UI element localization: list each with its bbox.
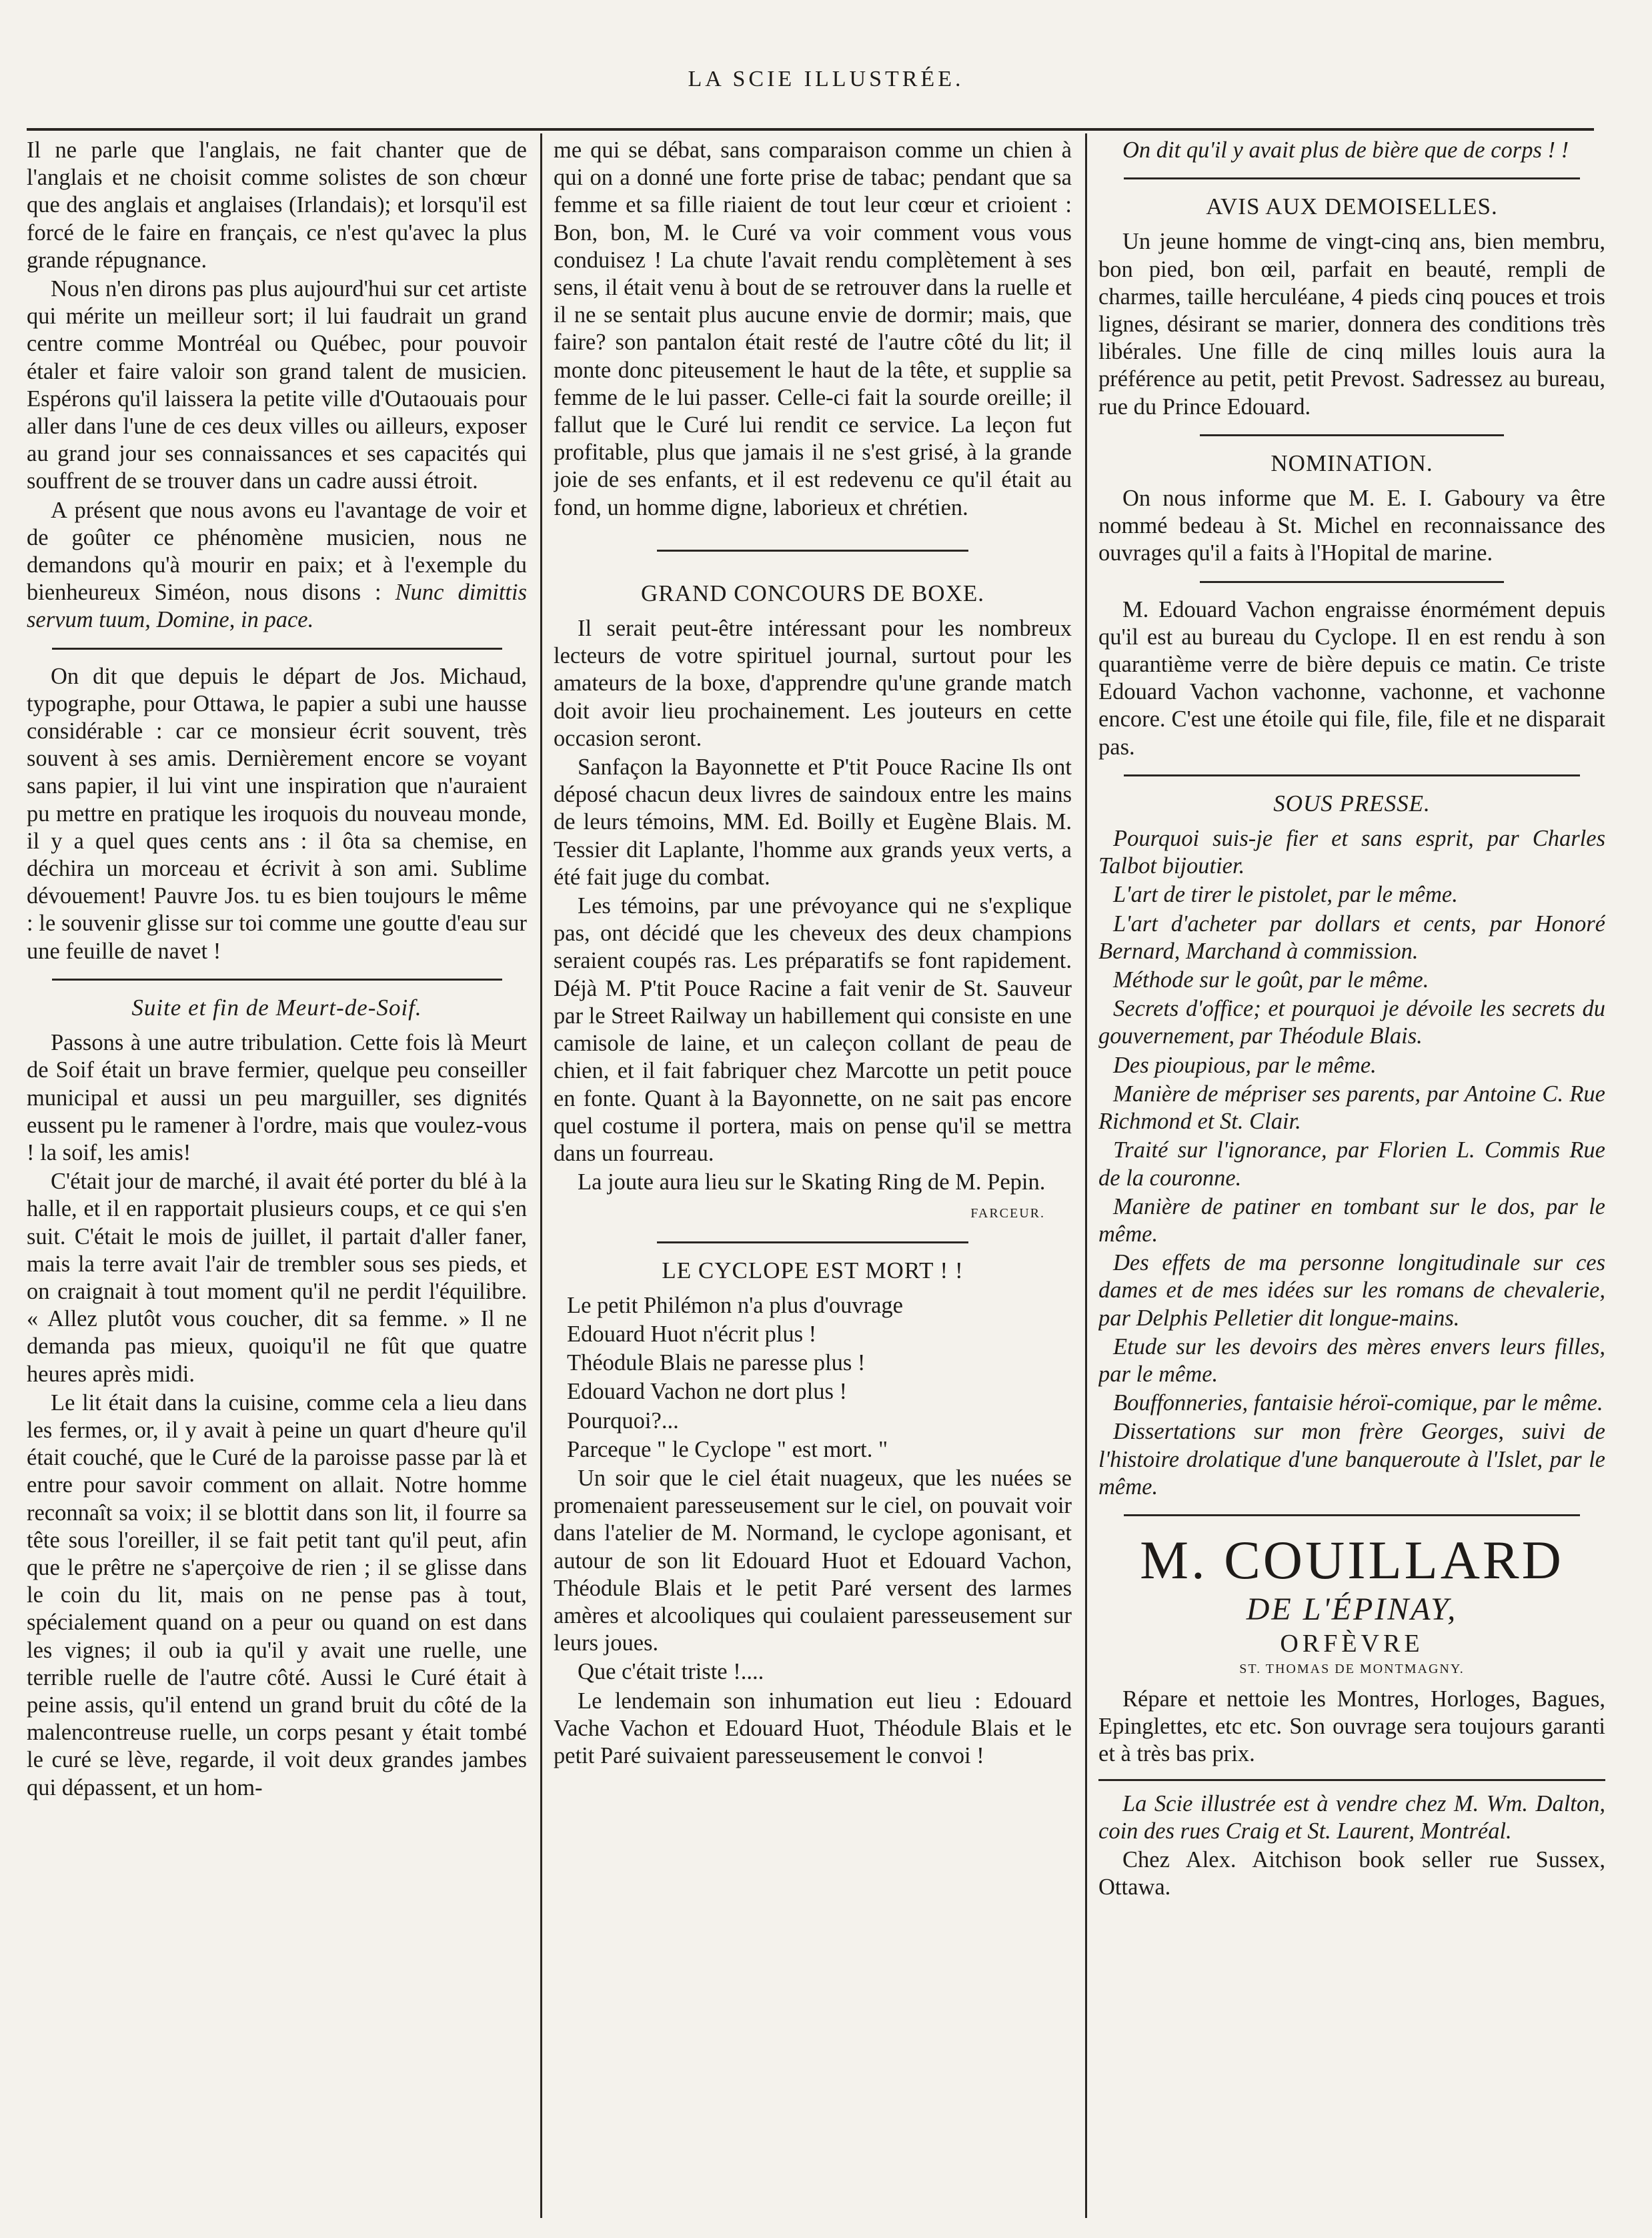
press-item: Des pioupious, par le même. bbox=[1113, 1052, 1377, 1078]
press-item: L'art d'acheter par dollars et cents, par Honoré Bernard, Marchand à commission. bbox=[1098, 911, 1605, 964]
paragraph: Il serait peut-être intéressant pour les nombreux lecteurs de votre spirituel journal, surtout pour les amateurs de la boxe, d'apprendre qu'une grande match doit avoir lieu prochainement. Les jouteurs en cette occasion seront. bbox=[554, 616, 1072, 751]
verse-line: Edouard Vachon ne dort plus ! bbox=[567, 1379, 847, 1405]
paragraph: Le lendemain son inhumation eut lieu : Edouard Vache Vachon et Edouard Huot, Théodule Blais et le petit Paré suivaient paresseusement le convoi ! bbox=[554, 1688, 1072, 1768]
press-item: Traité sur l'ignorance, par Florien L. Commis Rue de la couronne. bbox=[1098, 1137, 1605, 1191]
ad-subtitle: DE L'ÉPINAY, bbox=[1246, 1591, 1458, 1627]
press-item: Dissertations sur mon frère Georges, suivi de l'histoire drolatique d'une banqueroute à l'Islet, par le même. bbox=[1098, 1419, 1605, 1500]
section-heading: GRAND CONCOURS DE BOXE. bbox=[641, 580, 984, 606]
paragraph: Les témoins, par une prévoyance qui ne s'explique pas, ont décidé que les cheveux des deux champions seraient coupés ras. Les préparatifs se font rapidement. Déjà M. P'tit Pouce Racine a fait venir de St. Sauveur par le Street Railway un habillement qui consiste en une camisole de laine, et un caleçon collant de peau de chien, et il fait fabriquer chez Marcotte un petit pouce en fonte. Quant à la Bayonnette, on ne sait pas encore quel costume il portera, mais on pense qu'il se mettra dans un fourreau. bbox=[554, 893, 1072, 1166]
press-list bbox=[1098, 825, 1605, 1501]
paragraph: On dit que depuis le départ de Jos. Michaud, typographe, pour Ottawa, le papier a subi une hausse considérable : car ce monsieur écrit souvent, très souvent à ses amis. Dernièrement encore se voyant sans papier, il lui vint une inspiration que n'auraient pu mettre en pratique les iroquois du nouveau monde, il y a quel ques cents ans : il ôta sa chemise, en déchira un morceau et écrivit à son ami. Sublime dévouement! Pauvre Jos. tu es bien toujours le même : le souvenir glisse sur toi comme une goutte d'eau sur une feuille de navet ! bbox=[27, 663, 527, 964]
section-divider bbox=[52, 648, 502, 650]
section-heading: AVIS AUX DEMOISELLES. bbox=[1206, 193, 1498, 220]
paragraph: On nous informe que M. E. I. Gaboury va être nommé bedeau à St. Michel en reconnaissance des ouvrages qu'il a faits à l'Hopital de marine. bbox=[1098, 486, 1605, 566]
column-1 bbox=[27, 137, 527, 2211]
verse-line: Théodule Blais ne paresse plus ! bbox=[567, 1350, 866, 1376]
press-item: Méthode sur le goût, par le même. bbox=[1113, 967, 1429, 993]
section-divider bbox=[52, 979, 502, 981]
section-heading: Suite et fin de Meurt-de-Soif. bbox=[131, 994, 422, 1021]
ad-place: ST. THOMAS DE MONTMAGNY. bbox=[1239, 1661, 1465, 1676]
section-divider bbox=[1200, 581, 1504, 583]
press-item: Secrets d'office; et pourquoi je dévoile les secrets du gouvernement, par Théodule Blais. bbox=[1098, 996, 1605, 1049]
press-item: Manière de patiner en tombant sur le dos, par le même. bbox=[1098, 1193, 1605, 1247]
verse-line: Le petit Philémon n'a plus d'ouvrage bbox=[567, 1292, 903, 1318]
paragraph: me qui se débat, sans comparaison comme un chien à qui on a donné une forte prise de tabac; pendant que sa femme et sa fille riaient de tout leur cœur et crioient : Bon, bon, M. le Curé va voir comment vous vous conduisez ! La chute l'avait rendu complètement à ses sens, il était venu à bout de se retrouver dans la ruelle et il ne se sentait plus aucune envie de dormir; mais, que faire? son pantalon était resté de l'autre côté du lit; il monte donc piteusement le haut de la tête, et supplie sa femme de le lui passer. Celle-ci fait la sourde oreille; il fallut que le Curé lui rendit ce service. La leçon fut profitable, plus que jamais il ne s'est grisé, à la grande joie de ses enfants, et il est redevenu ce qu'il était au fond, un homme digne, laborieux et chrétien. bbox=[554, 137, 1072, 520]
section-divider bbox=[1124, 1514, 1580, 1516]
verse-line: Pourquoi?... bbox=[567, 1408, 679, 1434]
ad-trade: ORFÈVRE bbox=[1280, 1629, 1424, 1658]
masthead-rule bbox=[27, 128, 1594, 131]
press-item: Etude sur les devoirs des mères envers leurs filles, par le même. bbox=[1098, 1333, 1605, 1387]
paragraph: Le lit était dans la cuisine, comme cela a lieu dans les fermes, or, il y avait à peine un quart d'heure qu'il était couché, que le Curé de la paroisse passe par là et entre pour savoir comment on allait. Notre homme reconnaît sa voix; il se blottit dans son lit, il fourre sa tête sous l'oreiller, il se fait petit tant qu'il peut, afin que le prêtre ne s'aperçoive de rien ; il se glisse dans le coin du lit, mais on ne pense pas à tout, spécialement quand on a peur ou quand on est dans les vignes; il oub ia qu'il y avait une ruelle, une terrible ruelle de l'autre côté. Aussi le Curé était à peine assis, qu'il entend un grand bruit du côté de la malencontreuse ruelle, un corps pesant y était tombé le curé se lève, regarde, il voit deux grandes jambes qui dépassent, et un hom- bbox=[27, 1389, 527, 1800]
paragraph-text: On dit qu'il y avait plus de bière que de corps ! ! bbox=[1122, 137, 1569, 163]
sale-notice-text: Chez Alex. Aitchison book seller rue Sussex, Ottawa. bbox=[1098, 1846, 1605, 1900]
paragraph: Il ne parle que l'anglais, ne fait chanter que de l'anglais et ne choisit comme solistes de son chœur que des anglais et anglaises (Irlandais); et lorsqu'il est forcé de le faire en français, ce n'est qu'avec la plus grande répugnance. bbox=[27, 137, 527, 273]
paragraph: Un jeune homme de vingt-cinq ans, bien membru, bon pied, bon œil, parfait en beauté, rempli de charmes, taille herculéane, 4 pieds cinq pouces et trois lignes, désirant se marier, donnera des conditions très libérales. Une fille de cinq milles louis aura la préférence au petit, petit Prevost. Sadressez au bureau, rue du Prince Edouard. bbox=[1098, 229, 1605, 420]
section-heading: LE CYCLOPE EST MORT ! ! bbox=[662, 1257, 964, 1283]
section-divider bbox=[1124, 177, 1580, 179]
paragraph: La joute aura lieu sur le Skating Ring de M. Pepin. bbox=[578, 1169, 1046, 1195]
latin-quote: Nunc dimittis servum tuum, Domine, in pace. bbox=[27, 580, 527, 633]
section-divider bbox=[1200, 434, 1504, 436]
press-item: Manière de mépriser ses parents, par Antoine C. Rue Richmond et St. Clair. bbox=[1098, 1081, 1605, 1135]
press-item: Des effets de ma personne longitudinale sur ces dames et de mes idées sur les romans de chevalerie, par Delphis Pelletier dit longue-mains. bbox=[1098, 1250, 1605, 1331]
section-divider bbox=[657, 1241, 968, 1243]
paragraph: Un soir que le ciel était nuageux, que les nuées se promenaient paresseusement sur le ciel, on pouvait voir dans l'atelier de M. Normand, le cyclope agonisant, et autour de son lit Edouard Huot et Edouard Vachon, Théodule Blais et le petit Paré versent des larmes amères et alcooliques qui coulaient paresseusement sur leurs joues. bbox=[554, 1465, 1072, 1656]
signature: FARCEUR. bbox=[970, 1206, 1045, 1221]
column-2 bbox=[554, 137, 1072, 2211]
paragraph: C'était jour de marché, il avait été porter du blé à la halle, et il en rapportait plusieurs coups, et ce qui s'en suit. C'était le mois de juillet, il partait d'aller faner, mais la terre avait l'air de trembler sous ses pieds, et on craignait à tout moment qu'il ne perdit l'équilibre. « Allez plutôt vous coucher, dit sa femme. » Il ne demanda pas mieux, quoiqu'il ne fût que quatre heures après midi. bbox=[27, 1169, 527, 1387]
paragraph bbox=[1098, 137, 1605, 164]
press-item: Pourquoi suis-je fier et sans esprit, par Charles Talbot bijoutier. bbox=[1098, 826, 1605, 879]
verse-line: Edouard Huot n'écrit plus ! bbox=[567, 1321, 817, 1347]
paragraph bbox=[27, 497, 527, 634]
column-divider bbox=[1085, 133, 1087, 2218]
paragraph: Sanfaçon la Bayonnette et P'tit Pouce Racine Ils ont déposé chacun deux livres de saindoux entre les mains de leurs témoins, MM. Ed. Boilly et Eugène Blais. M. Tessier dit Laplante, l'homme aux grands yeux verts, a été fait juge du combat. bbox=[554, 754, 1072, 890]
ad-text: Répare et nettoie les Montres, Horloges, Bagues, Epinglettes, etc etc. Son ouvrage sera toujours garanti et à très bas prix. bbox=[1098, 1686, 1605, 1767]
section-heading: NOMINATION. bbox=[1271, 450, 1433, 476]
press-item: L'art de tirer le pistolet, par le même. bbox=[1113, 882, 1458, 908]
section-divider bbox=[657, 550, 968, 552]
masthead-title: LA SCIE ILLUSTRÉE. bbox=[688, 67, 964, 91]
advertisement bbox=[1098, 1530, 1605, 1768]
paragraph: Nous n'en dirons pas plus aujourd'hui sur cet artiste qui mérite un meilleur sort; il lui faudrait un grand centre comme Montréal ou Québec, pour pouvoir étaler et faire valoir son grand talent de musicien. Espérons qu'il laissera la petite ville d'Outaouais pour aller dans l'une de ces deux villes ou ailleurs, exposer au grand jour ses connaissances et ses capacités qui souffrent de se trouver dans un cadre aussi étroit. bbox=[27, 276, 527, 494]
column-3 bbox=[1098, 137, 1605, 2211]
paragraph-text: A présent que nous avons eu l'avantage de voir et de goûter ce phénomène musicien, nous ne demandons qu'à mourir en paix; et à l'exemple du bienheureux Siméon, nous disons : bbox=[27, 497, 527, 606]
paragraph: Passons à une autre tribulation. Cette fois là Meurt de Soif était un brave fermier, quelque peu conseiller municipal et aussi un peu marguiller, ses dignités eussent pu le ramener à l'ordre, mais que voulez-vous ! la soif, les amis! bbox=[27, 1030, 527, 1165]
paragraph: Que c'était triste !.... bbox=[578, 1659, 764, 1685]
column-divider bbox=[540, 133, 542, 2218]
press-item: Bouffonneries, fantaisie héroï-comique, par le même. bbox=[1113, 1390, 1603, 1416]
sale-notice-text: La Scie illustrée est à vendre chez M. Wm. Dalton, coin des rues Craig et St. Laurent, Montréal. bbox=[1098, 1790, 1605, 1844]
section-divider bbox=[1124, 774, 1580, 776]
verse-line: Parceque " le Cyclope " est mort. " bbox=[567, 1436, 888, 1462]
paragraph: M. Edouard Vachon engraisse énormément depuis qu'il est au bureau du Cyclope. Il en est rendu à son quarantième verre de bière depuis ce matin. Ce triste Edouard Vachon vachonne, vachonne, et vachonne encore. C'est une étoile qui file, file, file et ne disparait pas. bbox=[1098, 596, 1605, 760]
ad-name: M. COUILLARD bbox=[1140, 1529, 1564, 1590]
section-heading: SOUS PRESSE. bbox=[1273, 790, 1431, 816]
sale-notice bbox=[1098, 1779, 1605, 1902]
